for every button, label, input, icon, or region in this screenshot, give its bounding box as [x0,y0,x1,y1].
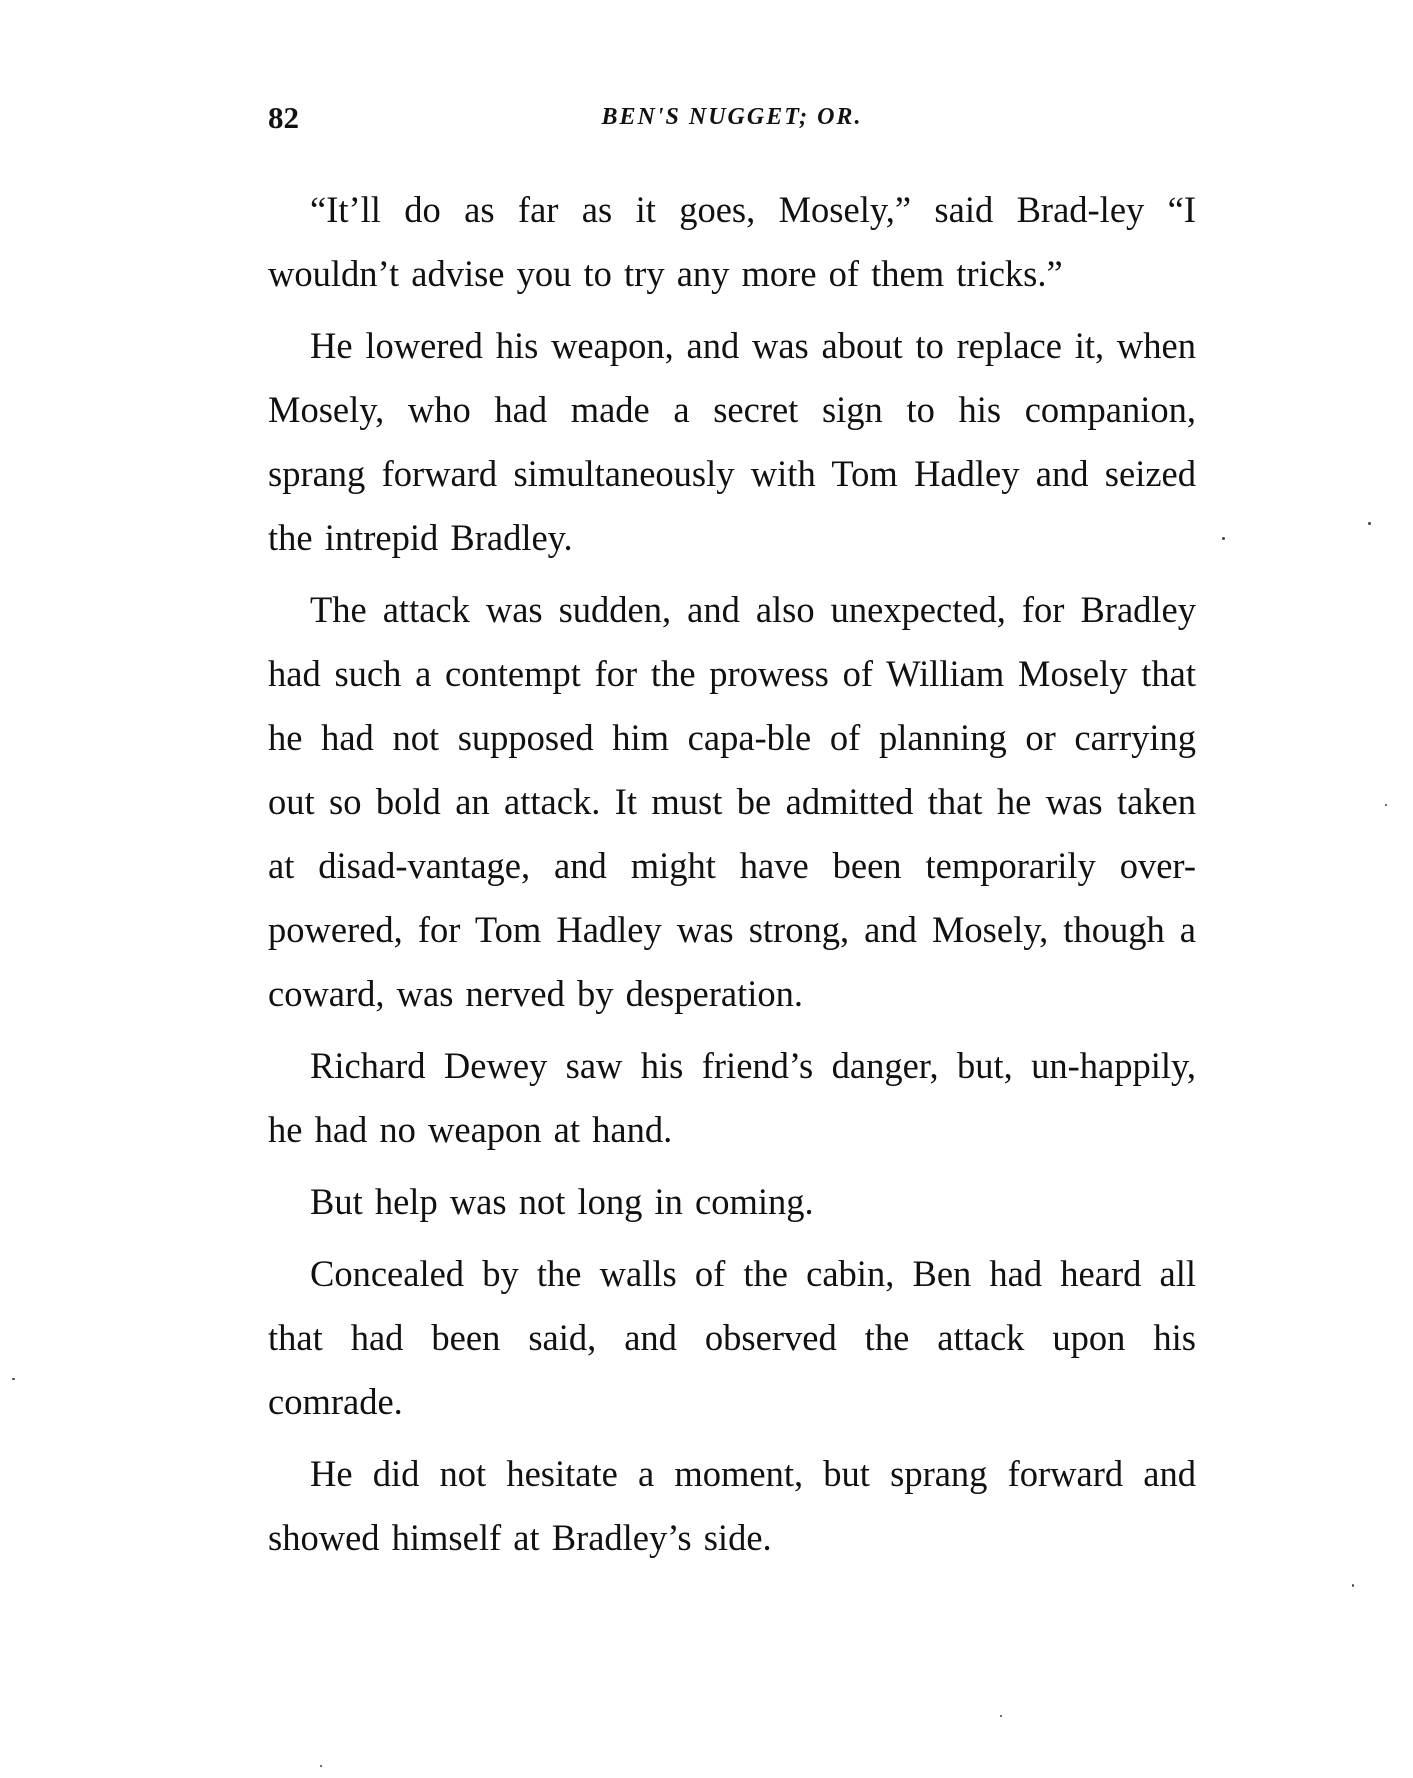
scan-speck [12,1378,15,1380]
scan-speck [1000,1715,1002,1717]
running-title: BEN'S NUGGET; OR. [601,104,863,130]
paragraph: He lowered his weapon, and was about to replace it, when Mosely, who had made a secret sign to his companion, sprang forward simultaneously with Tom Hadley and seized the intrepid Bradley. [268,325,1196,558]
scan-speck [1352,1584,1354,1587]
scan-speck [320,1765,322,1767]
body-text [268,178,1196,1578]
scan-speck [1222,537,1225,540]
scan-speck [1368,522,1371,525]
running-head [268,100,1196,140]
paragraph: But help was not long in coming. [310,1181,814,1222]
paragraph: Richard Dewey saw his friend’s danger, but, un-happily, he had no weapon at hand. [268,1045,1196,1150]
paragraph: “It’ll do as far as it goes, Mosely,” said Brad-ley “I wouldn’t advise you to try any more of them tricks.” [268,189,1196,294]
paragraph: He did not hesitate a moment, but sprang forward and showed himself at Bradley’s side. [268,1453,1196,1558]
page-number: 82 [268,100,299,135]
paragraph: The attack was sudden, and also unexpected, for Bradley had such a contempt for the prowess of William Mosely that he had not supposed him capa-ble of planning or carrying out so bold an attack. It must be admitted that he was taken at disad-vantage, and might have been temporarily over-powered, for Tom Hadley was strong, and Mosely, though a coward, was nerved by desperation. [268,589,1196,1014]
scan-speck [1385,804,1387,806]
paragraph: Concealed by the walls of the cabin, Ben had heard all that had been said, and observed the attack upon his comrade. [268,1253,1196,1422]
